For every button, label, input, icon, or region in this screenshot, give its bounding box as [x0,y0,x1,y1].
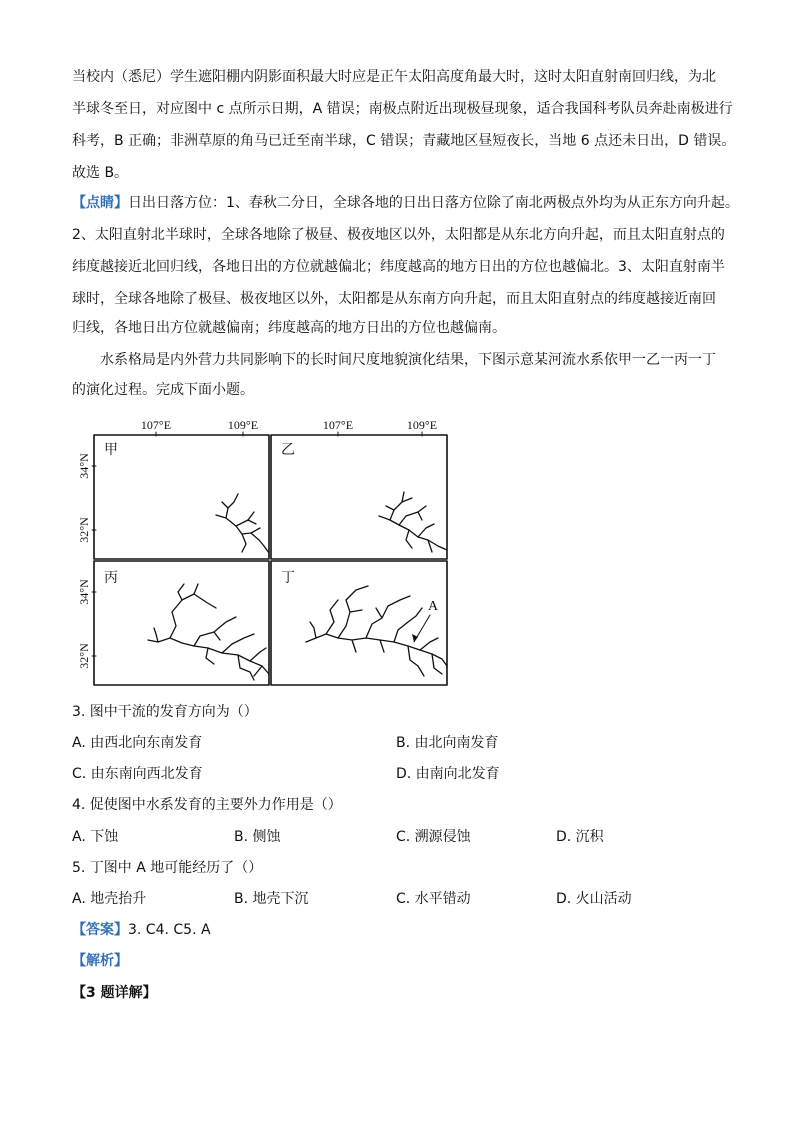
question-3-option-b: B. 由北向南发育 [396,735,499,751]
question-5-option-d: D. 火山活动 [556,891,632,907]
panel-label-jia: 甲 [104,442,118,458]
panel-label-ding: 丁 [281,570,295,586]
lon-label-right-1: 109°E [227,418,259,432]
intro-line: 的演化过程。完成下面小题。 [72,382,254,398]
question-5-stem: 5. 丁图中 A 地可能经历了（） [72,860,263,876]
answer-line [72,920,211,940]
question-4-stem: 4. 促使图中水系发育的主要外力作用是（） [72,797,342,813]
tip-label: 【点睛】 [72,195,128,211]
paragraph-line: 故选 B。 [72,165,129,181]
question-4-option-b: B. 侧蚀 [234,829,281,845]
lon-label-right-2: 109°E [406,418,438,432]
panel-label-yi: 乙 [281,442,295,458]
detail-heading: 【3 题详解】 [72,985,157,1001]
tip-line: 球时，全球各地除了极昼、极夜地区以外，太阳都是从东南方向升起，而且太阳直射点的纬度越接近南回 [72,291,716,307]
tip-line: 2、太阳直射北半球时，全球各地除了极昼、极夜地区以外，太阳都是从东北方向升起，而且太阳直射点的 [72,227,725,243]
panel-yi [271,435,447,559]
paragraph-line: 半球冬至日，对应图中 c 点所示日期，A 错误；南极点附近出现极昼现象，适合我国科考队员奔赴南极进行 [72,101,733,117]
lat-label-top-1: 34°N [77,453,91,479]
tip-line: 纬度越接近北回归线，各地日出的方位就越偏北；纬度越高的地方日出的方位也越偏北。3、太阳直射南半 [72,259,725,275]
river-network-ding [306,586,447,676]
question-4-option-c: C. 溯源侵蚀 [396,829,471,845]
tip-line: 归线，各地日出方位就越偏南；纬度越高的地方日出的方位也越偏南。 [72,320,506,336]
lat-label-top-2: 34°N [77,579,91,605]
river-network-bing [148,584,269,680]
lon-label-left-2: 107°E [322,418,354,432]
lat-label-bottom-1: 32°N [77,517,91,543]
question-5-option-c: C. 水平错动 [396,891,471,907]
question-3-option-d: D. 由南向北发育 [396,766,500,782]
river-evolution-figure [76,412,456,687]
question-3-option-a: A. 由西北向东南发育 [72,735,203,751]
river-network-yi [379,492,447,552]
question-5-option-b: B. 地壳下沉 [234,891,309,907]
panel-label-bing: 丙 [104,570,118,586]
paragraph-line: 科考，B 正确；非洲草原的角马已迁至南半球，C 错误；青藏地区昼短夜长，当地 6 点还未日出，D 错误。 [72,133,736,149]
paragraph-line: 当校内（悉尼）学生遮阳棚内阴影面积最大时应是正午太阳高度角最大时，这时太阳直射南回归线，为北 [72,69,716,85]
panel-ding [271,561,447,685]
panel-bing [94,561,269,685]
question-3-stem: 3. 图中干流的发育方向为（） [72,704,258,720]
river-network-jia [216,494,269,553]
lat-label-bottom-2: 32°N [77,643,91,669]
tip-line-1 [72,193,739,213]
point-label-a: A [428,599,439,614]
intro-line: 水系格局是内外营力共同影响下的长时间尺度地貌演化结果，下图示意某河流水系依甲一乙一丙一丁 [100,352,716,368]
analysis-line [72,951,128,971]
analysis-label: 【解析】 [72,953,128,969]
panel-jia [94,435,269,559]
question-4-option-d: D. 沉积 [556,829,604,845]
question-5-option-a: A. 地壳抬升 [72,891,147,907]
question-3-option-c: C. 由东南向西北发育 [72,766,203,782]
tip-text: 日出日落方位：1、春秋二分日，全球各地的日出日落方位除了南北两极点外均为从正东方向升起。 [128,195,739,211]
lon-label-left-1: 107°E [140,418,172,432]
answer-text: 3. C4. C5. A [128,922,211,938]
question-4-option-a: A. 下蚀 [72,829,119,845]
answer-label: 【答案】 [72,922,128,938]
